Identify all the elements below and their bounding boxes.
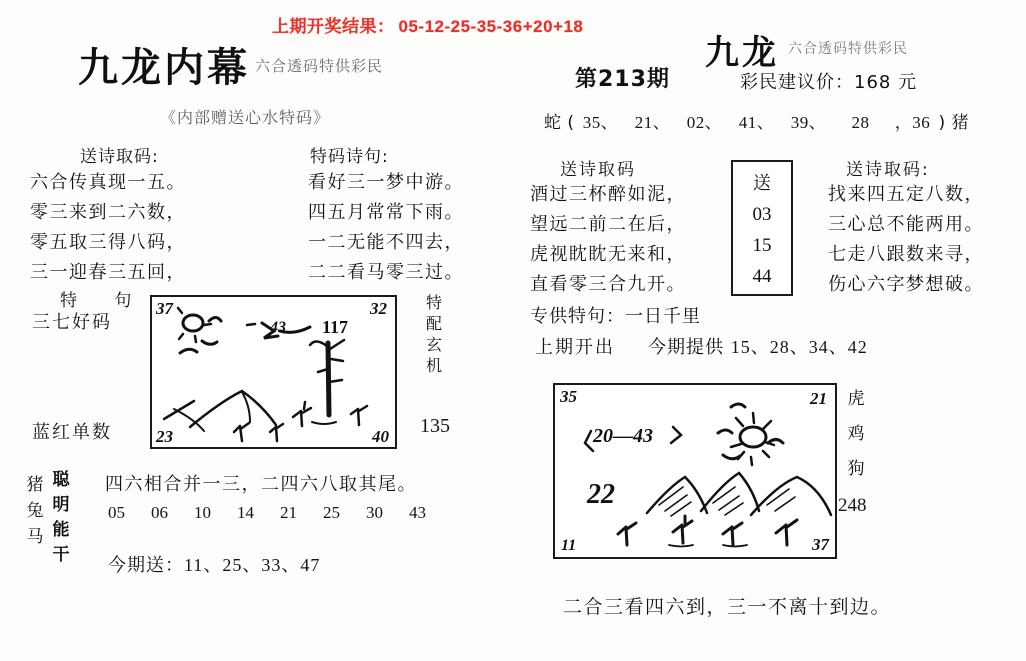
- te-ju-code: 三七好码: [32, 312, 112, 333]
- sketch-inner-pair: 20—43: [593, 425, 653, 447]
- poem-line: 四五月常常下雨。: [308, 202, 464, 223]
- left-panel-title: 九龙内幕: [78, 44, 250, 91]
- this-issue-gift-numbers: 11、25、33、47: [184, 555, 321, 575]
- right-poem1: [530, 180, 686, 300]
- this-issue-provide: [648, 333, 868, 359]
- number-cell: 43: [409, 503, 426, 522]
- poem-line: 一二无能不四去，: [308, 232, 464, 253]
- this-issue-gift-label: 今期送：: [108, 555, 184, 576]
- right-zodiacs: 虎鸡狗: [847, 389, 865, 479]
- right-panel-subtitle: 六合透码特供彩民: [788, 41, 908, 57]
- this-issue-provide-numbers: 15、28、34、42: [730, 337, 868, 357]
- zodiac-number: 28: [851, 113, 870, 132]
- poem-line: 虎视眈眈无来和，: [530, 244, 686, 265]
- left-sketch-drawing: [152, 297, 395, 447]
- sketch-corner-number: 40: [372, 427, 389, 446]
- left-this-issue-gift: [108, 551, 320, 577]
- this-issue-provide-label: 今期提供: [648, 337, 724, 358]
- number-cell: 21: [280, 503, 297, 522]
- send-box-number: 15: [752, 234, 772, 256]
- sketch-corner-number: 35: [560, 387, 577, 406]
- right-side-number: 248: [838, 495, 867, 516]
- poem-line: 望远二前二在后，: [530, 214, 686, 235]
- zodiac-number: 35、: [582, 113, 619, 132]
- right-poem2: [828, 180, 984, 300]
- right-poem1-heading: 送诗取码: [560, 160, 636, 180]
- sketch-inner-number: 22: [587, 479, 615, 510]
- sketch-corner-number: 37: [812, 535, 829, 554]
- right-sketch-drawing: [555, 385, 835, 557]
- poem-line: 找来四五定八数，: [828, 184, 984, 205]
- poem-line: 零五取三得八码，: [30, 232, 186, 253]
- zodiac-number: 41、: [738, 113, 775, 132]
- poem-line: 二二看马零三过。: [308, 262, 464, 283]
- zodiac-number-row: [544, 108, 969, 133]
- left-bottom-sentence: 四六相合并一三，二四六八取其尾。: [105, 474, 417, 495]
- sketch-corner-number: 32: [370, 299, 387, 318]
- open-paren: (: [567, 113, 575, 133]
- number-cell: 25: [323, 503, 340, 522]
- poem-line: 三心总不能两用。: [828, 214, 984, 235]
- send-box-label: 送: [753, 172, 771, 194]
- te-pei-xuan-ji-label: 特配玄机: [425, 293, 442, 375]
- sketch-corner-number: 11: [561, 537, 577, 554]
- left-zodiacs: 猪兔马: [26, 475, 44, 547]
- sketch-corner-number: 21: [810, 389, 827, 408]
- left-poem-b-heading: 特码诗句:: [310, 147, 389, 167]
- right-panel-title: 九龙: [705, 33, 779, 73]
- number-cell: 30: [366, 503, 383, 522]
- send-box-number: 03: [752, 203, 772, 225]
- right-poem2-heading: 送诗取码:: [846, 160, 930, 180]
- left-poem-a: [30, 168, 186, 288]
- number-cell: 14: [237, 503, 254, 522]
- last-draw-result: [272, 12, 583, 37]
- zodiac-number: 02、: [686, 113, 723, 132]
- left-slogan: 聪明能干: [52, 470, 70, 565]
- zodiac-number: 21、: [634, 113, 671, 132]
- left-panel-subtitle: 六合透码特供彩民: [255, 57, 384, 75]
- blue-red-odd-label: 蓝红单数: [32, 422, 112, 443]
- last-issue-label: 上期开出: [535, 337, 615, 358]
- poem-line: 三一迎春三五回，: [30, 262, 186, 283]
- zodiac-left-label: 蛇: [544, 113, 562, 133]
- left-side-number: 135: [420, 415, 450, 437]
- zodiac-number: ，36: [894, 113, 931, 132]
- poem-line: 伤心六字梦想破。: [828, 274, 984, 295]
- left-poem-b: [308, 168, 464, 288]
- poem-line: 六合传真现一五。: [30, 172, 186, 193]
- sketch-inner-number: 117: [322, 317, 349, 337]
- sketch-corner-number: 37: [156, 299, 173, 318]
- number-cell: 06: [151, 503, 168, 522]
- left-poem-a-heading: 送诗取码:: [80, 147, 159, 167]
- sketch-inner-number-2: 43: [270, 319, 286, 336]
- number-cell: 05: [108, 503, 125, 522]
- poem-line: 七走八跟数来寻，: [828, 244, 984, 265]
- left-bottom-numbers: [108, 503, 426, 523]
- special-line: 专供特句：一日千里: [530, 306, 701, 327]
- poem-line: 直看零三合九开。: [530, 274, 686, 295]
- te-ju-label: 特 句: [60, 291, 148, 311]
- zodiac-right-label: 猪: [951, 113, 970, 133]
- poem-line: 酒过三杯醉如泥，: [530, 184, 686, 205]
- sketch-corner-number: 23: [156, 427, 173, 446]
- zodiac-number: 39、: [790, 113, 827, 132]
- right-bottom-sentence: 二合三看四六到，三一不离十到边。: [563, 596, 892, 618]
- right-sketch-box: [553, 383, 837, 559]
- send-box-number: 44: [752, 265, 772, 287]
- poem-line: 零三来到二六数，: [30, 202, 186, 223]
- left-sketch-box: [150, 295, 397, 449]
- issue-number: 第213期: [575, 67, 670, 92]
- last-draw-result-label: 上期开奖结果：: [272, 17, 395, 37]
- last-draw-result-numbers: 05-12-25-35-36+20+18: [398, 17, 584, 36]
- close-paren: ): [938, 113, 946, 133]
- poem-line: 看好三一梦中游。: [308, 172, 464, 193]
- suggested-price: 彩民建议价：168 元: [740, 72, 918, 93]
- send-numbers-box: [731, 160, 793, 296]
- left-panel-inner-title: 《内部赠送心水特码》: [160, 108, 331, 127]
- number-cell: 10: [194, 503, 211, 522]
